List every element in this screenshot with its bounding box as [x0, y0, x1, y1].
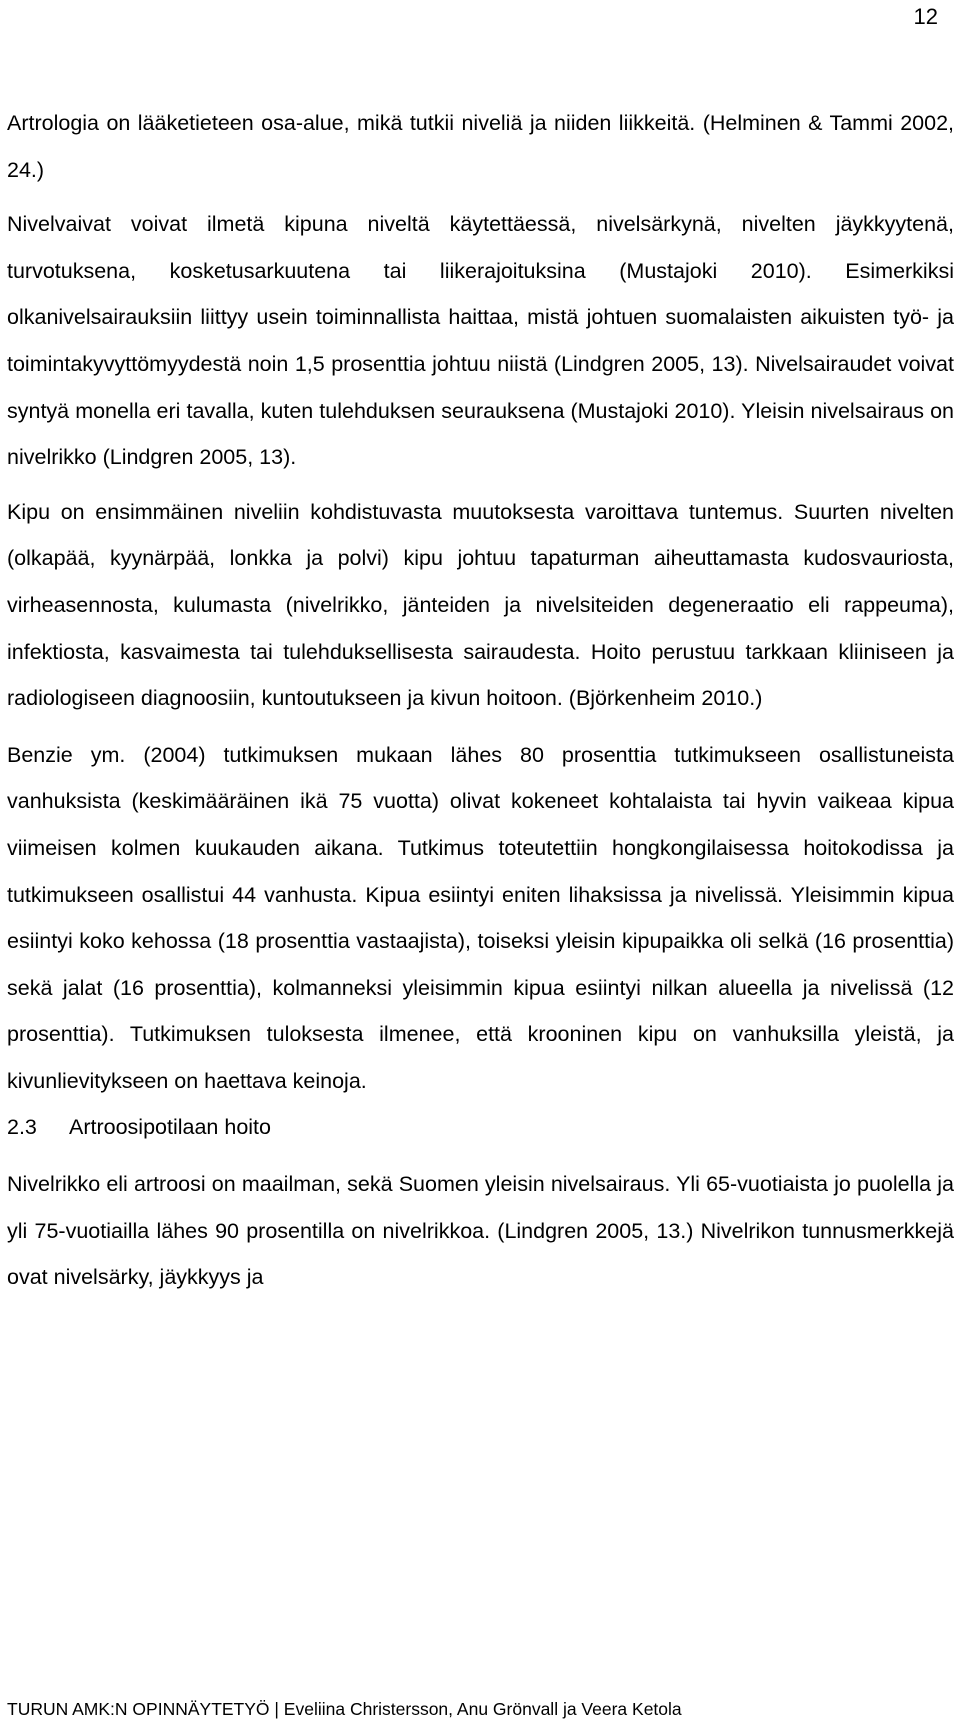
- section-heading: [7, 1104, 954, 1151]
- paragraph-nivelrikko: Nivelrikko eli artroosi on maailman, sekä Suomen yleisin nivelsairaus. Yli 65-vuotiaista jo puolella ja yli 75-vuotiailla lähes 90 prosentilla on nivelrikkoa. (Lindgren 2005, 13.) Nivelrikon tunnusmerkkejä ovat nivelsärky, jäykkyys ja: [7, 1172, 954, 1290]
- document-body: [7, 100, 954, 1301]
- page-number: 12: [913, 4, 938, 29]
- paragraph-artrologia: Artrologia on lääketieteen osa-alue, mikä tutkii niveliä ja niiden liikkeitä. (Helminen & Tammi 2002, 24.): [7, 111, 954, 182]
- paragraph-benzie: Benzie ym. (2004) tutkimuksen mukaan lähes 80 prosenttia tutkimukseen osallistuneista vanhuksista (keskimääräinen ikä 75 vuotta) olivat kokeneet kohtalaista tai hyvin vaikeaa kipua viimeisen kolmen kuukauden aikana. Tutkimus toteutettiin hongkongilaisessa hoitokodissa ja tutkimukseen osallistui 44 vanhusta. Kipua esiintyi eniten lihaksissa ja nivelissä. Yleisimmin kipua esiintyi koko kehossa (18 prosenttia vastaajista), toiseksi yleisin kipupaikka oli selkä (16 prosenttia) sekä jalat (16 prosenttia), kolmanneksi yleisimmin kipua esiintyi nilkan alueella ja nivelissä (12 prosenttia). Tutkimuksen tuloksesta ilmenee, että krooninen kipu on vanhuksilla yleistä, ja kivunlievitykseen on haettava keinoja.: [7, 742, 954, 1093]
- page-footer: TURUN AMK:N OPINNÄYTETYÖ | Eveliina Christersson, Anu Grönvall ja Veera Ketola: [7, 1699, 682, 1719]
- paragraph-nivelvaivat: Nivelvaivat voivat ilmetä kipuna niveltä käytettäessä, nivelsärkynä, nivelten jäykkyytenä, turvotuksena, kosketusarkuutena tai liikerajoituksina (Mustajoki 2010). Esimerkiksi olkanivelsairauksiin liittyy usein toiminnallista haittaa, mistä johtuen suomalaisten aikuisten työ- ja toimintakyvyttömyydestä noin 1,5 prosenttia johtuu niistä (Lindgren 2005, 13). Nivelsairaudet voivat syntyä monella eri tavalla, kuten tulehduksen seurauksena (Mustajoki 2010). Yleisin nivelsairaus on nivelrikko (Lindgren 2005, 13).: [7, 212, 954, 470]
- paragraph-kipu: Kipu on ensimmäinen niveliin kohdistuvasta muutoksesta varoittava tuntemus. Suurten nivelten (olkapää, kyynärpää, lonkka ja polvi) kipu johtuu tapaturman aiheuttamasta kudosvauriosta, virheasennosta, kulumasta (nivelrikko, jänteiden ja nivelsiteiden degeneraatio eli rappeuma), infektiosta, kasvaimesta tai tulehduksellisesta sairaudesta. Hoito perustuu tarkkaan kliiniseen ja radiologiseen diagnoosiin, kuntoutukseen ja kivun hoitoon. (Björkenheim 2010.): [7, 499, 954, 711]
- section-title: Artroosipotilaan hoito: [69, 1115, 271, 1140]
- section-number: 2.3: [7, 1115, 37, 1140]
